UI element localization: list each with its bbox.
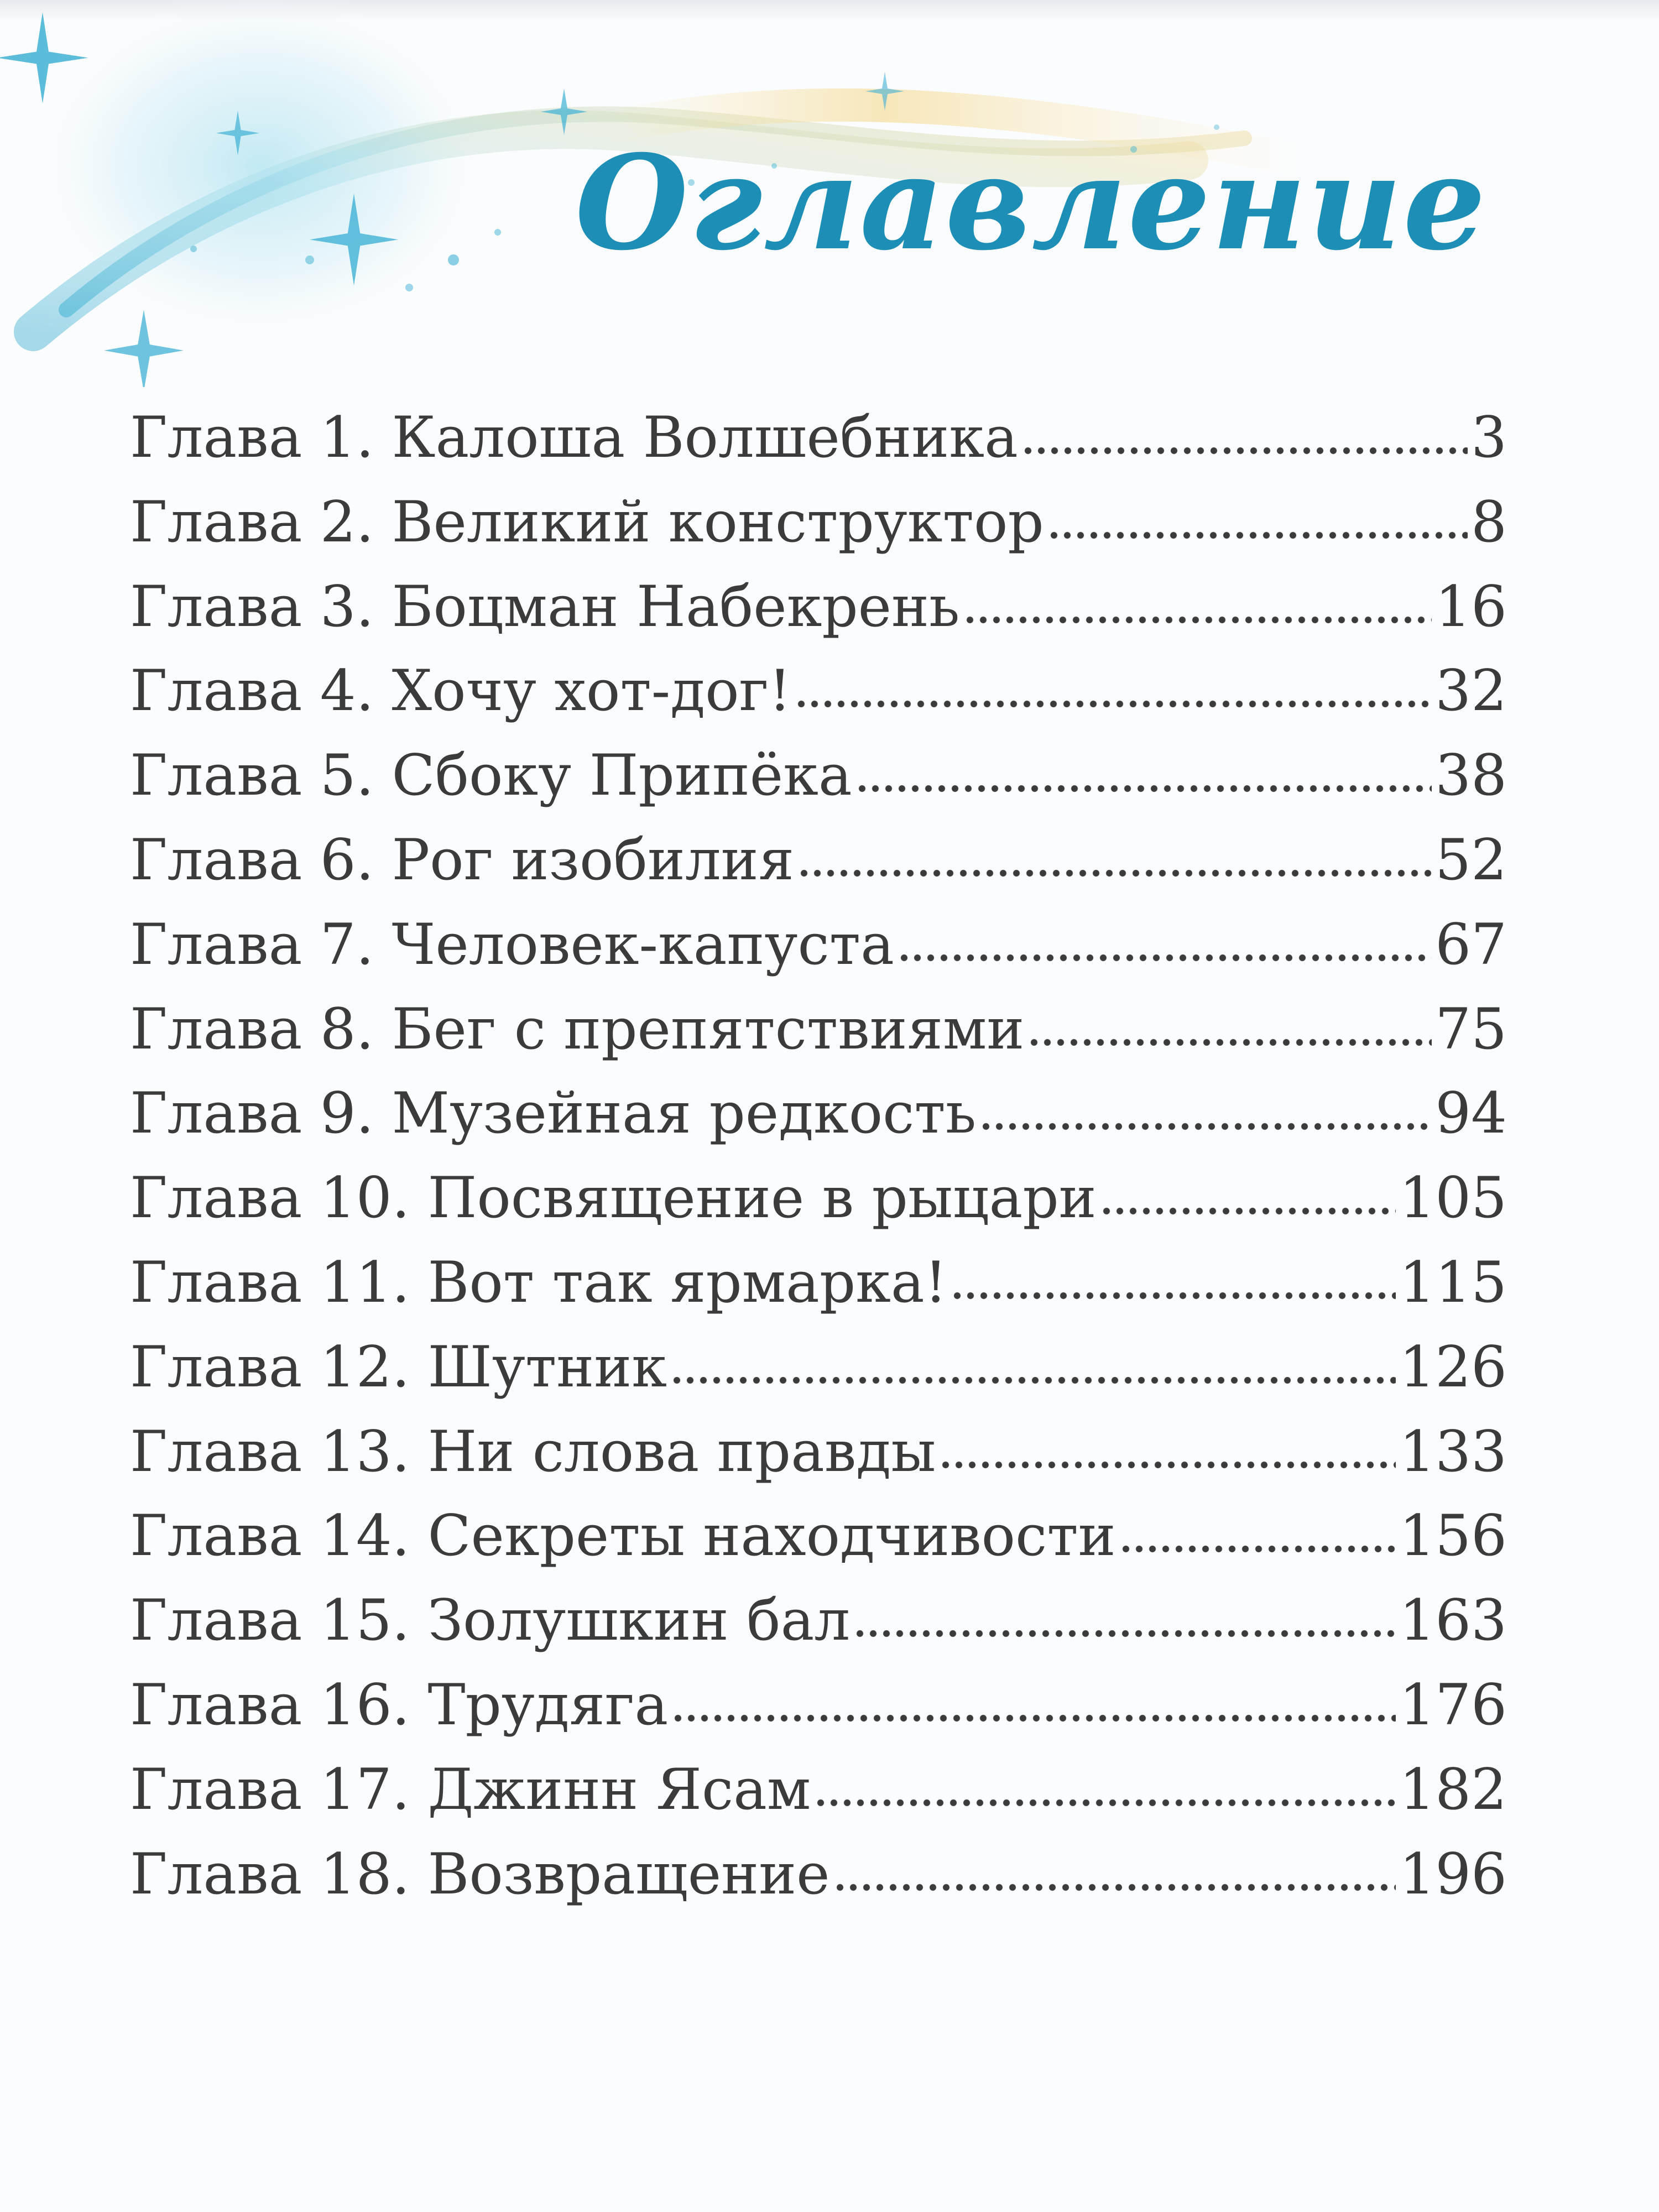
page-title: Оглавление: [575, 127, 1487, 279]
toc-entry-17: [130, 1757, 1507, 1841]
toc-chapter-title: Глава 15. Золушкин бал: [130, 1588, 851, 1654]
toc-entry-14: [130, 1503, 1507, 1588]
toc-dot-leader: [963, 616, 1432, 624]
toc-entry-16: [130, 1672, 1507, 1757]
toc-chapter-title: Глава 17. Джинн Ясам: [130, 1756, 811, 1823]
toc-entry-2: [130, 489, 1507, 574]
toc-dot-leader: [795, 700, 1432, 708]
toc-dot-leader: [855, 785, 1432, 792]
toc-entry-18: [130, 1841, 1507, 1926]
toc-dot-leader: [979, 1123, 1432, 1130]
toc-dot-leader: [898, 954, 1432, 962]
toc-page-number: 3: [1471, 405, 1507, 471]
toc-page-number: 133: [1399, 1418, 1507, 1485]
toc-entry-8: [130, 997, 1507, 1081]
toc-chapter-title: Глава 8. Бег с препятствиями: [130, 996, 1025, 1062]
toc-dot-leader: [951, 1292, 1396, 1300]
toc-page-number: 196: [1399, 1841, 1507, 1907]
toc-entry-1: [130, 405, 1507, 489]
toc-chapter-title: Глава 18. Возвращение: [130, 1841, 830, 1907]
toc-dot-leader: [1119, 1545, 1396, 1553]
toc-page-number: 67: [1435, 911, 1507, 978]
toc-chapter-title: Глава 16. Трудяга: [130, 1672, 669, 1738]
toc-chapter-title: Глава 12. Шутник: [130, 1334, 667, 1400]
toc-dot-leader: [671, 1714, 1396, 1722]
toc-page-number: 75: [1435, 996, 1507, 1062]
toc-chapter-title: Глава 4. Хочу хот-дог!: [130, 658, 791, 724]
table-of-contents: [130, 405, 1507, 1926]
toc-entry-9: [130, 1081, 1507, 1165]
toc-entry-7: [130, 912, 1507, 997]
toc-entry-11: [130, 1250, 1507, 1334]
toc-dot-leader: [939, 1461, 1396, 1469]
toc-dot-leader: [1027, 1039, 1432, 1046]
toc-dot-leader: [797, 869, 1432, 877]
toc-chapter-title: Глава 3. Боцман Набекрень: [130, 573, 960, 640]
toc-chapter-title: Глава 1. Калоша Волшебника: [130, 405, 1018, 471]
toc-page-number: 182: [1399, 1756, 1507, 1823]
toc-page-number: 32: [1435, 658, 1507, 724]
toc-page-number: 126: [1399, 1334, 1507, 1400]
toc-dot-leader: [814, 1799, 1396, 1807]
toc-dot-leader: [833, 1884, 1396, 1891]
toc-entry-6: [130, 827, 1507, 912]
toc-entry-4: [130, 658, 1507, 743]
toc-entry-15: [130, 1588, 1507, 1672]
toc-entry-13: [130, 1419, 1507, 1504]
toc-chapter-title: Глава 5. Сбоку Припёка: [130, 743, 852, 809]
toc-page-number: 156: [1399, 1503, 1507, 1569]
toc-dot-leader: [1100, 1207, 1396, 1215]
toc-page-number: 163: [1399, 1588, 1507, 1654]
toc-chapter-title: Глава 10. Посвящение в рыцари: [130, 1165, 1097, 1232]
toc-chapter-title: Глава 2. Великий конструктор: [130, 489, 1044, 555]
toc-dot-leader: [853, 1630, 1396, 1637]
toc-entry-5: [130, 743, 1507, 827]
toc-page-number: 105: [1399, 1165, 1507, 1232]
toc-entry-3: [130, 574, 1507, 659]
toc-page-number: 16: [1435, 573, 1507, 640]
toc-chapter-title: Глава 6. Рог изобилия: [130, 827, 794, 893]
toc-chapter-title: Глава 13. Ни слова правды: [130, 1418, 936, 1485]
toc-dot-leader: [1047, 531, 1468, 539]
toc-page-number: 115: [1399, 1249, 1507, 1316]
toc-chapter-title: Глава 14. Секреты находчивости: [130, 1503, 1116, 1569]
toc-chapter-title: Глава 9. Музейная редкость: [130, 1081, 977, 1147]
toc-page-number: 176: [1399, 1672, 1507, 1738]
toc-page-number: 8: [1471, 489, 1507, 555]
toc-chapter-title: Глава 7. Человек-капуста: [130, 911, 894, 978]
toc-entry-10: [130, 1165, 1507, 1250]
toc-page-number: 52: [1435, 827, 1507, 893]
toc-entry-12: [130, 1334, 1507, 1419]
toc-dot-leader: [670, 1376, 1396, 1384]
toc-page-number: 38: [1435, 743, 1507, 809]
toc-page-number: 94: [1435, 1081, 1507, 1147]
toc-dot-leader: [1021, 447, 1468, 455]
toc-chapter-title: Глава 11. Вот так ярмарка!: [130, 1249, 947, 1316]
